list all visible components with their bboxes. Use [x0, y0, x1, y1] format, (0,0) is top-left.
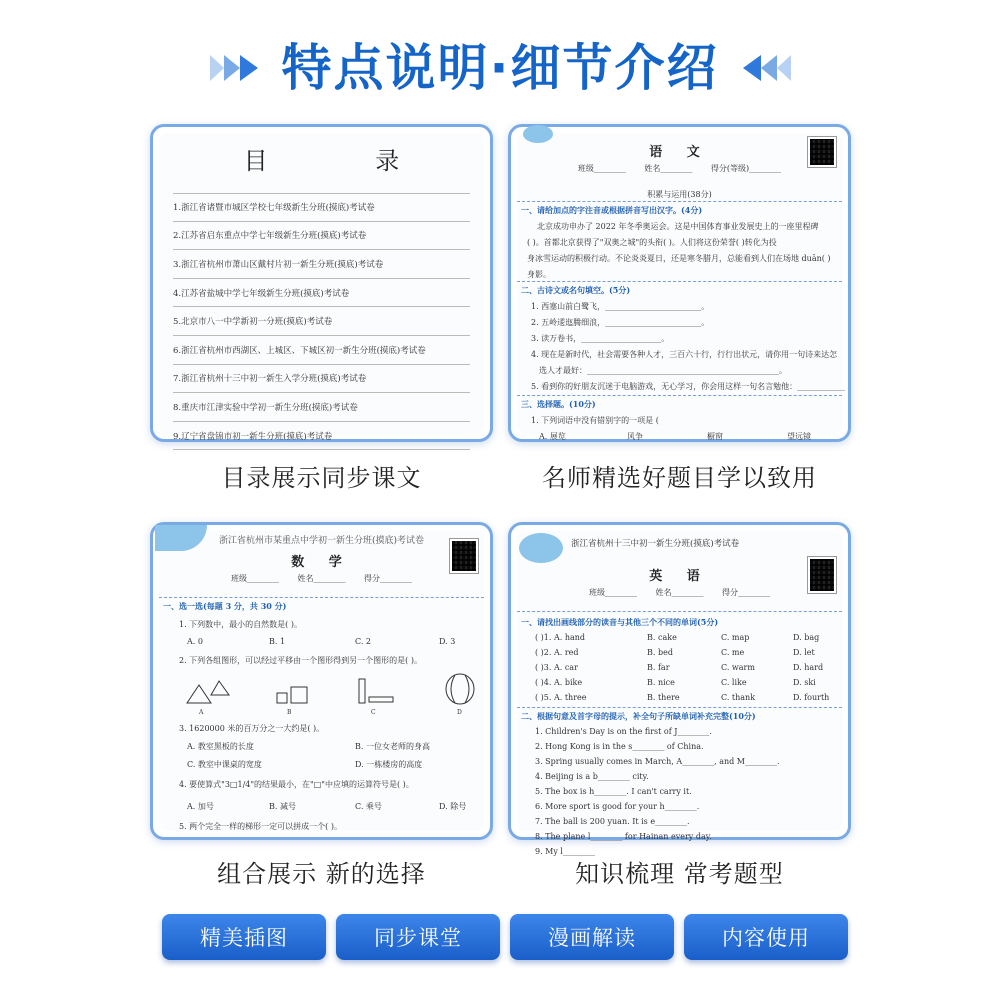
option: D. 除号	[439, 802, 467, 811]
option-row-1-a: ( )1. A. hand	[535, 633, 586, 642]
option-row-4-a: ( )4. A. bike	[535, 678, 583, 687]
option-row-3-d: D. hard	[793, 663, 824, 672]
divider	[517, 201, 842, 202]
option: 风争	[627, 432, 643, 441]
name-field: 姓名________	[655, 588, 704, 597]
sentence-line: 6. More sport is good for your h________.	[535, 802, 700, 811]
toc-title: 目 录	[243, 147, 450, 175]
sentence-line: 5. The box is h________. I can't carry it.	[535, 787, 692, 796]
sync-class-button[interactable]: 同步课堂	[336, 914, 500, 960]
option: C. 教室中课桌的宽度	[187, 760, 262, 769]
sentence-line: 2. Hong Kong is in the s________ of China.	[535, 742, 704, 751]
section-2: 二、古诗文或名句填空。(5分)	[521, 285, 631, 295]
divider	[159, 597, 484, 598]
caption-chinese: 名师精选好题目学以致用	[542, 464, 817, 492]
exam-banner: 浙江省杭州市某重点中学初一新生分班(摸底)考试卷	[219, 536, 425, 546]
english-preview-card	[508, 522, 851, 856]
toc-item: 5.北京市八一中学新初一分班(摸底)考试卷	[173, 307, 470, 336]
subject-title: 数 学	[291, 555, 352, 570]
paragraph-line: 北京成功申办了 2022 年冬季奥运会。这是中国体育事业发展史上的一座里程碑	[537, 222, 819, 231]
option: D. 3	[439, 637, 456, 646]
option-row-3-b: B. far	[647, 663, 670, 672]
sentence-line: 8. The plane l________ for Hainan every day.	[535, 832, 712, 841]
math-page	[159, 531, 484, 831]
option-row-5-b: B. there	[647, 693, 680, 702]
option-row-2-d: D. let	[793, 648, 815, 657]
sentence-line: 3. Spring usually comes in March, A________, and M________.	[535, 757, 780, 766]
toc-item: 3.浙江省杭州市萧山区戴村片初一新生分班(摸底)考试卷	[173, 250, 470, 279]
sentence-line: 7. The ball is 200 yuan. It is e________.	[535, 817, 690, 826]
rectangles-figure	[357, 677, 397, 711]
english-page	[517, 531, 842, 856]
divider	[517, 395, 842, 396]
section-1: 一、选一选(每题 3 分，共 30 分)	[163, 601, 287, 611]
option: A. 教室黑板的长度	[187, 742, 254, 751]
divider	[517, 611, 842, 612]
question-line: 4. 现在是新时代，社会需要各种人才，三百六十行，行行出状元，请你用一句诗来达怎	[531, 350, 838, 359]
sentence-line: 4. Beijing is a b________ city.	[535, 772, 649, 781]
option-row-2-c: C. me	[721, 648, 745, 657]
option-row-2-b: B. bed	[647, 648, 673, 657]
score-field: 得分(等级)________	[710, 164, 782, 173]
question-line: 1. 西塞山前白鹭飞，________________________。	[531, 302, 710, 311]
paragraph-line: ( )。首都北京获得了"双奥之城"的头衔( )。人们将这份荣誉( )转化为投	[527, 238, 777, 247]
squares-figure	[275, 683, 315, 711]
question-line: 选人才最好：________________________________________________。	[539, 366, 787, 375]
option-row-4-d: D. ski	[793, 678, 816, 687]
triangles-figure	[185, 677, 235, 711]
caption-toc: 目录展示同步课文	[221, 464, 422, 492]
option: 望远镜	[787, 432, 811, 441]
section-1: 一、请给加点的字注音或根据拼音写出汉字。(4分)	[521, 205, 703, 215]
toc-preview-card	[150, 124, 493, 442]
question-line: 5. 看到你的好朋友沉迷于电脑游戏，无心学习，你会用这样一句名言勉他：____________	[531, 382, 846, 391]
option: B. 减号	[269, 802, 296, 811]
option-row-5-d: D. fourth	[793, 693, 830, 702]
divider	[517, 281, 842, 282]
section-2: 二、根据句意及首字母的提示，补全句子所缺单词补充完整(10分)	[521, 711, 756, 721]
section-1: 一、请找出画线部分的读音与其他三个不同的单词(5分)	[521, 617, 719, 627]
student-fields	[517, 587, 842, 598]
paragraph-line: 身冰雪运动的积极行动。不论炎炎夏日，还是寒冬腊月，总能看到人们在场地 duān( )	[527, 254, 831, 263]
toc-page	[159, 133, 484, 442]
question-line: 2. 下列各组图形，可以经过平移由一个图形得到另一个图形的是( )。	[179, 656, 422, 665]
toc-item: 8.重庆市江津实验中学初一新生分班(摸底)考试卷	[173, 393, 470, 422]
class-field: 班级________	[230, 574, 279, 583]
question-line: 1. 下列数中，最小的自然数是( )。	[179, 620, 302, 629]
math-preview-card	[150, 522, 493, 840]
question-line: 1. 下列词语中没有错别字的一项是 (	[531, 416, 659, 425]
student-fields	[517, 163, 842, 174]
option: A. 展览	[539, 432, 566, 441]
header	[0, 28, 1000, 108]
option: D. 一栋楼房的高度	[355, 760, 423, 769]
name-field: 姓名________	[297, 574, 346, 583]
option-row-3-a: ( )3. A. car	[535, 663, 578, 672]
toc-item: 2.江苏省启东重点中学七年级新生分班(摸底)考试卷	[173, 222, 470, 251]
page-title: 特点说明·细节介绍	[281, 39, 719, 97]
option: C. 乘号	[355, 802, 382, 811]
option-row-4-c: C. like	[721, 678, 747, 687]
figure-label: C	[371, 709, 376, 716]
score-field: 得分________	[364, 574, 413, 583]
class-field: 班级________	[577, 164, 626, 173]
section-3: 三、选择题。(10分)	[521, 399, 596, 409]
content-usage-button[interactable]: 内容使用	[684, 914, 848, 960]
option-row-1-b: B. cake	[647, 633, 677, 642]
student-fields	[159, 573, 484, 584]
option-row-5-c: C. thank	[721, 693, 756, 702]
option-row-1-c: C. map	[721, 633, 750, 642]
option-row-4-b: B. nice	[647, 678, 675, 687]
right-arrows-icon	[727, 51, 791, 85]
toc-list	[173, 193, 470, 450]
chinese-page	[517, 133, 846, 441]
figure-label: A	[199, 709, 204, 716]
option-row-3-c: C. warm	[721, 663, 755, 672]
option: 橱窗	[707, 432, 723, 441]
question-line: 3. 读万卷书，____________________。	[531, 334, 670, 343]
toc-item: 4.江苏省盐城中学七年级新生分班(摸底)考试卷	[173, 279, 470, 308]
option: A. 加号	[187, 802, 214, 811]
left-arrows-icon	[210, 51, 274, 85]
option: C. 2	[355, 637, 372, 646]
sentence-line: 1. Children's Day is on the first of J________.	[535, 727, 712, 736]
exam-banner: 浙江省杭州十三中初一新生分班(摸底)考试卷	[571, 539, 740, 549]
option: A. 0	[187, 637, 203, 646]
chinese-preview-card	[508, 124, 851, 442]
class-field: 班级________	[588, 588, 637, 597]
question-line: 5. 两个完全一样的梯形一定可以拼成一个( )。	[179, 822, 342, 831]
corner-logo-icon	[519, 533, 563, 563]
sentence-line: 9. My l________	[535, 847, 595, 856]
subject-title: 语 文	[649, 145, 710, 160]
option-row-1-d: D. bag	[793, 633, 820, 642]
subject-title: 英 语	[649, 569, 710, 584]
option-row-2-a: ( )2. A. red	[535, 648, 579, 657]
illustrations-button[interactable]: 精美插图	[162, 914, 326, 960]
comic-explain-button[interactable]: 漫画解读	[510, 914, 674, 960]
paragraph-line: 身影。	[527, 270, 551, 279]
option: B. 一位女老师的身高	[355, 742, 430, 751]
circle-figure	[443, 671, 477, 711]
toc-item: 9.辽宁省盘锦市初一新生分班(摸底)考试卷	[173, 422, 470, 451]
question-line: 2. 五岭逶迤腾细浪，________________________。	[531, 318, 710, 327]
question-line: 4. 要使算式"3□1/4"的结果最小，在"□"中应填的运算符号是( )。	[179, 780, 414, 789]
name-field: 姓名________	[644, 164, 693, 173]
part-title: 积累与运用(38分)	[647, 190, 712, 199]
toc-item: 1.浙江省诸暨市城区学校七年级新生分班(摸底)考试卷	[173, 193, 470, 222]
caption-english: 知识梳理 常考题型	[575, 860, 784, 888]
score-field: 得分________	[722, 588, 771, 597]
caption-math: 组合展示 新的选择	[217, 860, 426, 888]
option-row-5-a: ( )5. A. three	[535, 693, 587, 702]
corner-logo-icon	[155, 525, 207, 551]
figure-label: D	[457, 709, 462, 716]
divider	[517, 707, 842, 708]
question-line: 3. 1620000 米的百万分之一大约是( )。	[179, 724, 325, 733]
toc-item: 6.浙江省杭州市西湖区、上城区、下城区初一新生分班(摸底)考试卷	[173, 336, 470, 365]
toc-item: 7.浙江省杭州十三中初一新生入学分班(摸底)考试卷	[173, 365, 470, 394]
figure-label: B	[287, 709, 292, 716]
option: B. 1	[269, 637, 286, 646]
